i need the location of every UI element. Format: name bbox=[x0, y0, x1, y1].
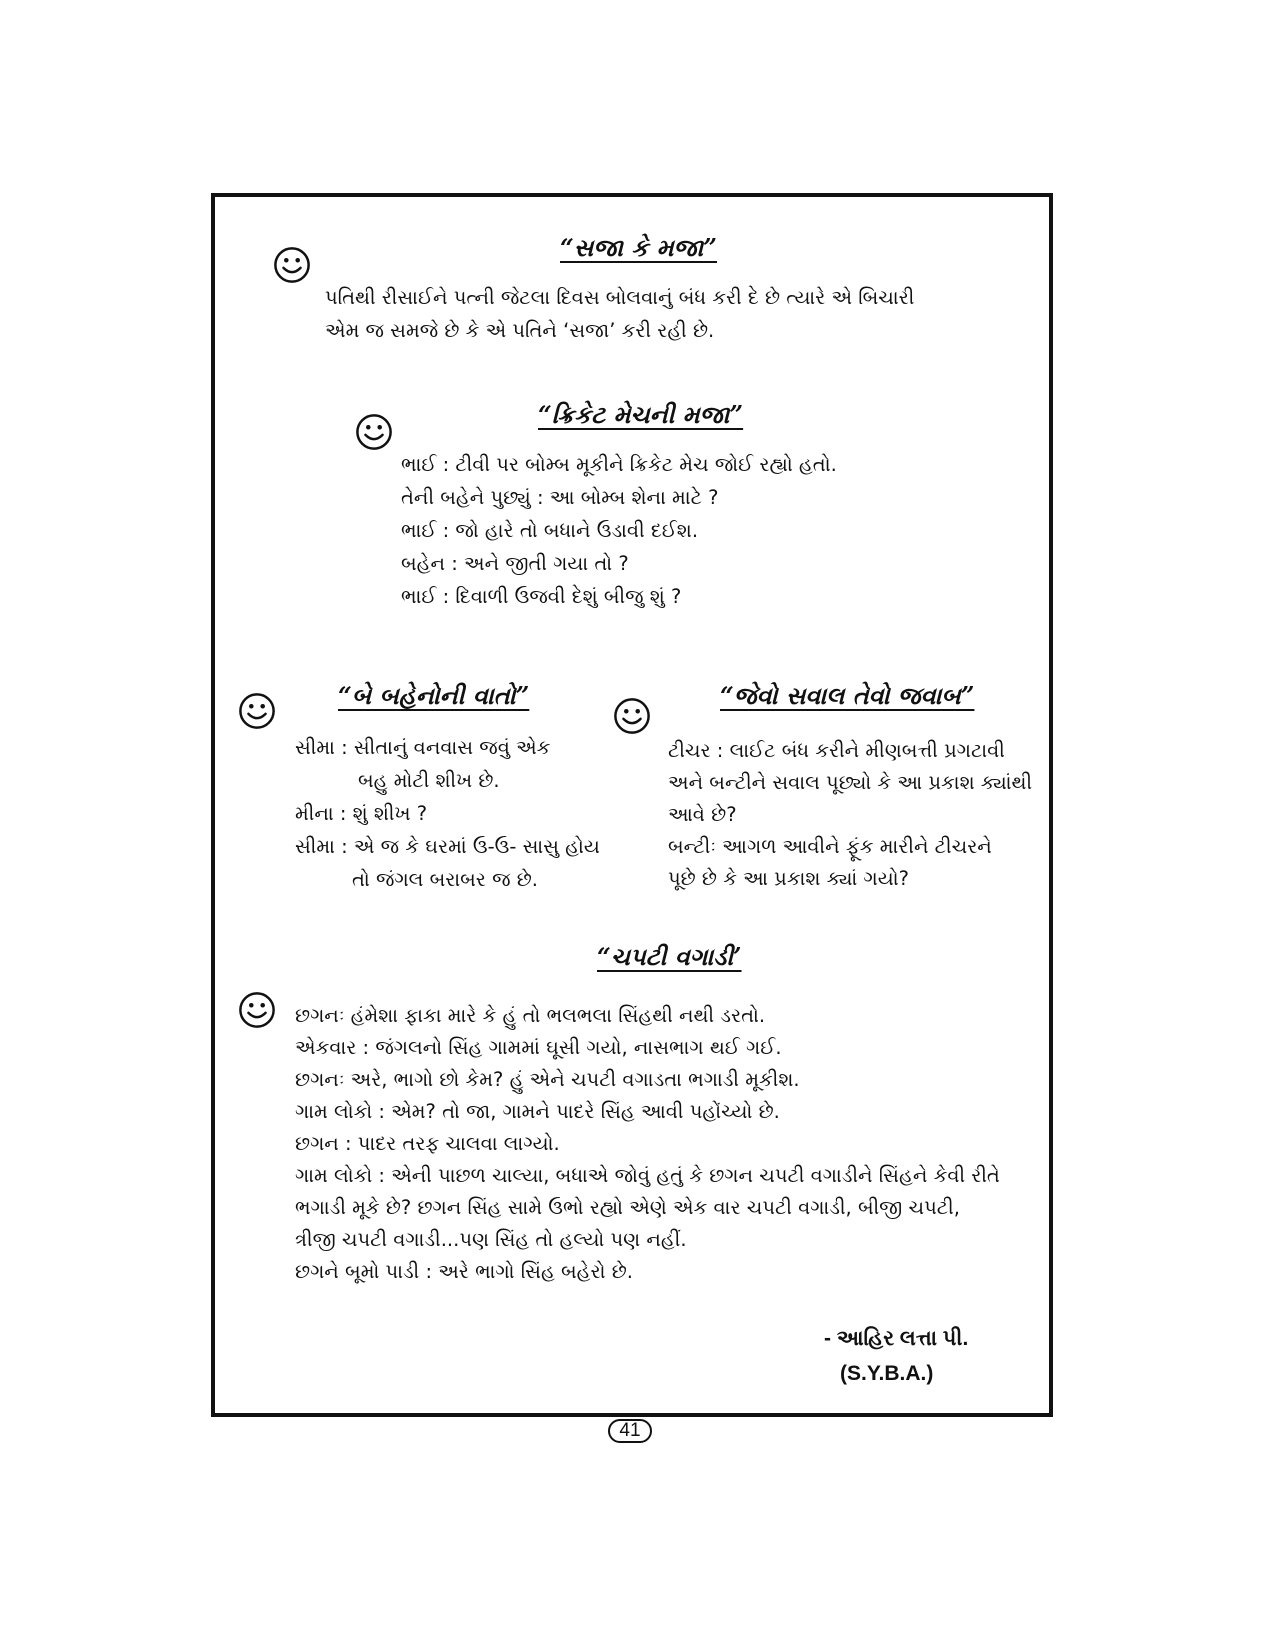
section-title-cricket: “ક્રિકેટ મેચની મજા” bbox=[538, 400, 744, 429]
joke-sisters bbox=[295, 731, 600, 896]
joke-line: બહુ મોટી શીખ છે. bbox=[358, 769, 500, 792]
joke-line: અને બન્ટીને સવાલ પૂછ્યો કે આ પ્રકાશ ક્યાંથી bbox=[668, 771, 1033, 794]
page-number: 41 bbox=[608, 1419, 652, 1443]
joke-line: ત્રીજી ચપટી વગાડી...પણ સિંહ તો હલ્યો પણ નહીં. bbox=[295, 1228, 687, 1251]
section-title-sisters: “બે બહેનોની વાતો” bbox=[338, 681, 530, 710]
joke-line: ભાઈ : ટીવી પર બોમ્બ મૂકીને ક્રિકેટ મેચ જોઈ રહ્યો હતો. bbox=[401, 453, 837, 476]
section-title-question: “જેવો સવાલ તેવો જવાબ” bbox=[720, 681, 975, 710]
joke-line: ગામ લોકો : એમ? તો જા, ગામને પાદરે સિંહ આવી પહોંચ્યો છે. bbox=[295, 1100, 780, 1123]
joke-line: મીના : શું શીખ ? bbox=[295, 802, 428, 825]
joke-line: છગનઃ હંમેશા ફાકા મારે કે હું તો ભલભલા સિંહથી નથી ડરતો. bbox=[295, 1004, 766, 1027]
joke-line: એકવાર : જંગલનો સિંહ ગામમાં ઘૂસી ગયો, નાસભાગ થઈ ગઈ. bbox=[295, 1036, 782, 1059]
smiley-icon bbox=[355, 413, 393, 451]
author-class: (S.Y.B.A.) bbox=[840, 1362, 934, 1385]
joke-line: પતિથી રીસાઈને પત્ની જેટલા દિવસ બોલવાનું બંધ કરી દે છે ત્યારે એ બિચારી bbox=[325, 286, 915, 309]
joke-line: છગને બૂમો પાડી : અરે ભાગો સિંહ બહેરો છે. bbox=[295, 1260, 633, 1283]
joke-line: તેની બહેને પુછ્યું : આ બોમ્બ શેના માટે ? bbox=[401, 486, 719, 509]
joke-cricket bbox=[401, 448, 837, 613]
joke-line: એમ જ સમજે છે કે એ પતિને ‘સજા’ કરી રહી છે. bbox=[325, 319, 715, 342]
joke-line: બહેન : અને જીતી ગયા તો ? bbox=[401, 552, 629, 575]
joke-line: ટીચર : લાઈટ બંધ કરીને મીણબત્તી પ્રગટાવી bbox=[668, 739, 1005, 762]
section-title-saja: “સજા કે મજા” bbox=[560, 233, 717, 262]
joke-line: ગામ લોકો : એની પાછળ ચાલ્યા, બધાએ જોવું હતું કે છગન ચપટી વગાડીને સિંહને કેવી રીતે bbox=[295, 1164, 1000, 1187]
smiley-icon bbox=[613, 697, 651, 735]
smiley-icon bbox=[273, 246, 311, 284]
joke-line: ભગાડી મૂકે છે? છગન સિંહ સામે ઉભો રહ્યો એણે એક વાર ચપટી વગાડી, બીજી ચપટી, bbox=[295, 1196, 960, 1219]
joke-line: છગનઃ અરે, ભાગો છો કેમ? હું એને ચપટી વગાડતા ભગાડી મૂકીશ. bbox=[295, 1068, 800, 1091]
joke-chapti bbox=[295, 1000, 1000, 1288]
joke-line: તો જંગલ બરાબર જ છે. bbox=[352, 868, 538, 891]
joke-line: આવે છે? bbox=[668, 803, 737, 826]
joke-saja bbox=[325, 281, 914, 347]
author-name: - આહિર લત્તા પી. bbox=[824, 1327, 969, 1350]
smiley-icon bbox=[238, 692, 276, 730]
section-title-chapti: “ચપટી વગાડી’ bbox=[597, 942, 742, 971]
joke-line: બન્ટીઃ આગળ આવીને ફૂંક મારીને ટીચરને bbox=[668, 835, 992, 858]
joke-line: ભાઈ : દિવાળી ઉજવી દેશું બીજુ શું ? bbox=[401, 585, 682, 608]
joke-line: સીમા : સીતાનું વનવાસ જવું એક bbox=[295, 736, 551, 759]
joke-line: પૂછે છે કે આ પ્રકાશ ક્યાં ગયો? bbox=[668, 867, 909, 890]
joke-line: સીમા : એ જ કે ઘરમાં ઉ-ઉ- સાસુ હોય bbox=[295, 835, 600, 858]
smiley-icon bbox=[238, 991, 276, 1029]
joke-line: ભાઈ : જો હારે તો બધાને ઉડાવી દઈશ. bbox=[401, 519, 699, 542]
joke-question bbox=[668, 735, 1032, 895]
joke-line: છગન : પાદર તરફ ચાલવા લાગ્યો. bbox=[295, 1132, 560, 1155]
